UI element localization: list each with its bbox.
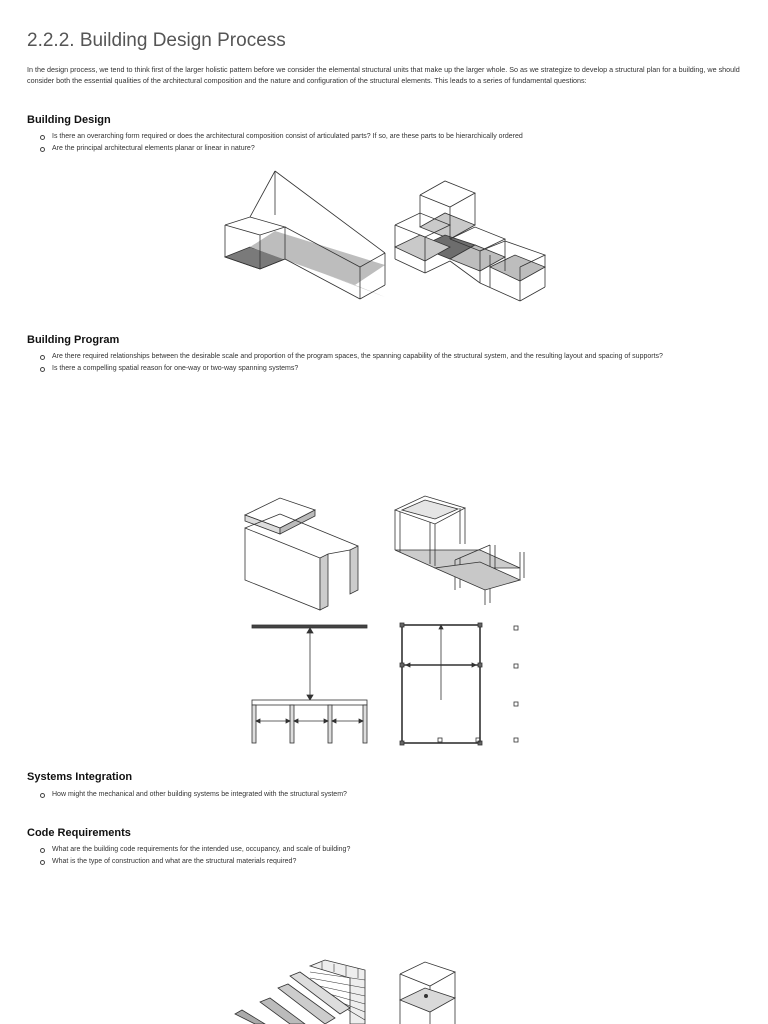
section-heading-code-requirements: Code Requirements (27, 827, 131, 839)
list-item: How might the mechanical and other building systems be integrated with the structural system? (40, 789, 347, 801)
construction-type-cube-illustration (400, 962, 455, 1024)
section-heading-systems-integration: Systems Integration (27, 771, 133, 783)
list-item: Is there an overarching form required or does the architectural composition consist of articulated parts? If so, are these parts to be hierarchically ordered (40, 131, 523, 143)
two-way-plan-illustration (400, 623, 518, 745)
articulated-parts-illustration (395, 181, 545, 301)
list-item: Is there a compelling spatial reason for one-way or two-way spanning systems? (40, 363, 663, 375)
page-title: 2.2.2. Building Design Process (27, 30, 286, 51)
one-way-section-illustration (252, 625, 367, 743)
overarching-form-illustration (225, 171, 385, 299)
list-item: Are there required relationships between the desirable scale and proportion of the program spaces, the spanning capability of the structural system, and the resulting layout and spacing of supports? (40, 351, 663, 363)
construction-materials-illustration (235, 960, 365, 1024)
building-program-questions (40, 351, 663, 375)
building-program-diagram (240, 490, 530, 748)
section-heading-building-design: Building Design (27, 114, 111, 126)
list-item: Are the principal architectural elements planar or linear in nature? (40, 143, 523, 155)
one-way-spanning-illustration (245, 498, 358, 610)
list-item: What are the building code requirements for the intended use, occupancy, and scale of building? (40, 844, 350, 856)
list-item: What is the type of construction and what are the structural materials required? (40, 856, 350, 868)
code-requirements-questions (40, 844, 350, 868)
intro-paragraph: In the design process, we tend to think first of the larger holistic pattern before we consider the elemental structural units that make up the larger whole. So as we strategize to develop a structural plan for a building, we should consider both the essential qualities of the architectural composition and the nature and configuration of the structural elements. This leads to a series of fundamental questions: (27, 65, 740, 85)
code-requirements-diagram (230, 958, 470, 1024)
building-design-diagram (215, 165, 560, 305)
section-heading-building-program: Building Program (27, 334, 120, 346)
building-design-questions (40, 131, 523, 155)
systems-integration-questions (40, 789, 347, 801)
two-way-spanning-illustration (395, 496, 524, 605)
